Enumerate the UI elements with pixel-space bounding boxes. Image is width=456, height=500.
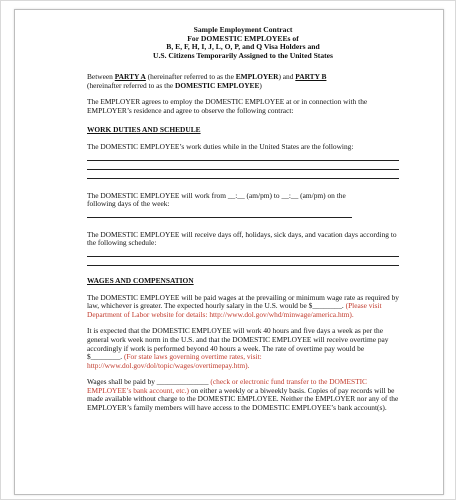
days-off-blank-line [87, 248, 399, 257]
hours-before: The DOMESTIC EMPLOYEE will work from [87, 190, 226, 200]
party-b-label: PARTY B [295, 72, 327, 81]
party-a-label: PARTY A [114, 72, 146, 81]
wages-p2-text: It is expected that the DOMESTIC EMPLOYEE will work 40 hours and five days a week as per the general work week norm in the U.S. and that the DOMESTIC EMPLOYEE will receive overtime pay accordingly if work is performed beyond 40 hours a week. The rate of overtime pay would be $________. [87, 326, 389, 362]
title-line-1: Sample Employment Contract [193, 25, 293, 34]
wages-p3-start: Wages shall be paid by ______________ [87, 377, 209, 387]
and-text: ) and [278, 72, 294, 81]
title-line-2: For DOMESTIC EMPLOYEEs of [187, 33, 299, 43]
start-time-blank: __:__ [227, 190, 245, 200]
days-off-blank-line [87, 257, 399, 266]
wages-p1-note: (Please visit Department of Labor website for details: http://www.dol.gov/whd/minwage/america.htm). [87, 301, 382, 319]
wages-p2-note: (For state laws governing overtime rates, visit: http://www.dol.gov/dol/topic/wages/overtimepay.htm). [87, 352, 262, 370]
days-blank-line [87, 209, 352, 218]
employer-term: EMPLOYER [235, 72, 279, 81]
duties-blank-line [87, 170, 399, 179]
document-page [14, 9, 444, 495]
agreement-paragraph: The EMPLOYER agrees to employ the DOMESTIC EMPLOYEE at or in connection with the EMPLOYER’s residence and agree to observe the following contract: [87, 97, 368, 115]
hours-paragraph [87, 192, 399, 209]
work-duties-heading: WORK DUTIES AND SCHEDULE [87, 125, 201, 135]
title-line-3: B, E, F, H, I, J, L, O, P, and Q Visa Holders and [166, 42, 320, 51]
document-title [87, 26, 399, 60]
wages-p1-text: The DOMESTIC EMPLOYEE will be paid wages at the prevailing or minimum wage rate as required by law, whichever is greater. The expected hourly salary in the U.S. would be $________. [87, 292, 399, 311]
party-b-desc: (hereinafter referred to as the [87, 80, 176, 90]
parties-paragraph [87, 73, 399, 90]
end-time-blank: __:__ [281, 190, 299, 200]
duties-blank-line [87, 161, 399, 170]
ampm-1: (am/pm) to [246, 190, 280, 200]
title-line-4: U.S. Citizens Temporarily Assigned to the United States [153, 50, 333, 60]
wages-paragraph-1 [87, 294, 399, 320]
ampm-2: (am/pm) on the [300, 190, 346, 200]
duties-intro: The DOMESTIC EMPLOYEE’s work duties while in the United States are the following: [87, 141, 354, 151]
party-a-desc: (hereinafter referred to as the [145, 72, 236, 81]
wages-paragraph-2 [87, 327, 399, 370]
wages-paragraph-3 [87, 378, 399, 412]
wages-p3-note: (check or electronic fund transfer to the DOMESTIC EMPLOYEE’s bank account, etc.) [87, 377, 367, 395]
close-paren: ) [259, 80, 262, 90]
days-off-paragraph: The DOMESTIC EMPLOYEE will receive days off, holidays, sick days, and vacation days according to the following schedule: [87, 229, 397, 248]
hours-after: following days of the week: [87, 199, 170, 209]
between-text: Between [87, 72, 113, 81]
document-body [87, 26, 399, 413]
duties-blank-line [87, 152, 399, 161]
wages-p3-end: on either a weekly or a biweekly basis. Copies of pay records will be made available without charge to the DOMESTIC EMPLOYEE. Neither the EMPLOYER nor any of the EMPLOYER’s family members will have access to the DOMESTIC EMPLOYEE’s bank account(s). [87, 385, 399, 413]
wages-heading: WAGES AND COMPENSATION [87, 275, 194, 285]
domestic-employee-term: DOMESTIC EMPLOYEE [175, 80, 260, 90]
